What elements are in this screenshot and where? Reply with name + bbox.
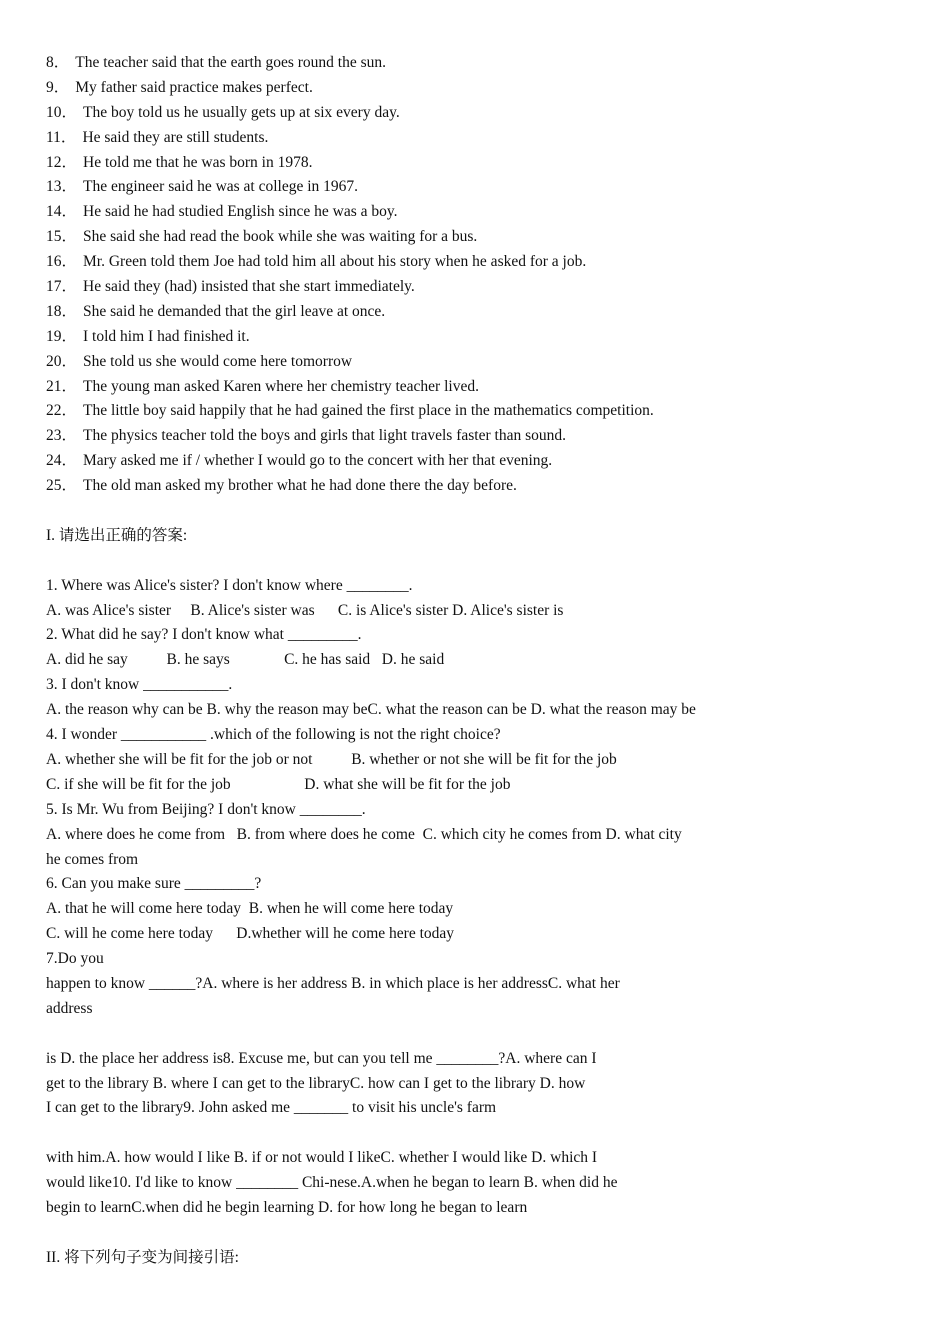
choice-questions — [46, 574, 906, 1221]
item-number: 16． — [46, 253, 78, 271]
options-line: he comes from — [46, 850, 139, 868]
item-number: 25． — [46, 477, 78, 495]
list-item — [46, 399, 906, 424]
list-item — [46, 51, 906, 76]
options-line: C. will he come here today D.whether will he come here today — [46, 925, 455, 943]
list-item — [46, 474, 906, 499]
item-number: 22． — [46, 402, 78, 420]
item-number: 10． — [46, 103, 78, 121]
question-line: 7.Do you — [46, 950, 104, 968]
item-number: 8． — [46, 54, 70, 71]
section-heading: II. 将下列句子变为间接引语: — [46, 1248, 239, 1266]
item-number: 15． — [46, 228, 78, 246]
item-number: 11． — [46, 128, 77, 146]
item-text: The engineer said he was at college in 1967. — [83, 178, 359, 196]
item-number: 20． — [46, 352, 78, 370]
item-text: My father said practice makes perfect. — [75, 78, 313, 96]
item-number: 19． — [46, 327, 78, 345]
item-text: He said he had studied English since he was a boy. — [83, 203, 398, 221]
list-item — [46, 275, 906, 300]
item-number: 9． — [46, 78, 70, 96]
spacer — [46, 1221, 906, 1246]
question-line: 1. Where was Alice's sister? I don't know where ________. — [46, 576, 413, 594]
item-text: The young man asked Karen where her chemistry teacher lived. — [83, 377, 479, 395]
options-line: happen to know ______?A. where is her address B. in which place is her addressC. what her — [46, 974, 620, 992]
item-text: She told us she would come here tomorrow — [83, 352, 353, 370]
question-line: 4. I wonder ___________ .which of the following is not the right choice? — [46, 726, 501, 744]
list-item — [46, 325, 906, 350]
options-line: C. if she will be fit for the job D. what she will be fit for the job — [46, 775, 511, 793]
item-text: The old man asked my brother what he had done there the day before. — [83, 477, 517, 495]
options-line: get to the library B. where I can get to the libraryC. how can I get to the library D. how — [46, 1074, 586, 1092]
item-text: I told him I had finished it. — [83, 327, 250, 345]
list-item — [46, 375, 906, 400]
options-line: A. did he say B. he says C. he has said D. he said — [46, 651, 445, 669]
item-number: 18． — [46, 302, 78, 320]
question-line: 3. I don't know ___________. — [46, 676, 233, 694]
options-line: A. whether she will be fit for the job or not B. whether or not she will be fit for the job — [46, 750, 617, 768]
item-text: He said they (had) insisted that she start immediately. — [83, 278, 415, 296]
spacer — [46, 1022, 906, 1047]
options-line: A. was Alice's sister B. Alice's sister was C. is Alice's sister D. Alice's sister is — [46, 601, 564, 619]
list-item — [46, 200, 906, 225]
item-text: Mary asked me if / whether I would go to the concert with her that evening. — [83, 452, 553, 470]
item-text: The teacher said that the earth goes round the sun. — [75, 54, 387, 71]
item-text: The physics teacher told the boys and girls that light travels faster than sound. — [83, 427, 566, 445]
spacer — [46, 549, 906, 574]
item-number: 14． — [46, 203, 78, 221]
list-item — [46, 151, 906, 176]
item-text: She said she had read the book while she was waiting for a bus. — [83, 228, 478, 246]
options-line: is D. the place her address is8. Excuse me, but can you tell me ________?A. where can I — [46, 1049, 597, 1067]
options-line: address — [46, 999, 93, 1017]
question-line: 2. What did he say? I don't know what _________. — [46, 626, 362, 644]
list-item — [46, 449, 906, 474]
section-heading: I. 请选出正确的答案: — [46, 526, 188, 544]
options-line: with him.A. how would I like B. if or not would I likeC. whether I would like D. which I — [46, 1149, 598, 1167]
item-number: 23． — [46, 427, 78, 445]
document-page — [46, 51, 906, 1271]
question-line: 5. Is Mr. Wu from Beijing? I don't know ________. — [46, 800, 366, 818]
options-line: would like10. I'd like to know ________ Chi-nese.A.when he began to learn B. when did he — [46, 1174, 618, 1192]
item-number: 21． — [46, 377, 78, 395]
item-text: Mr. Green told them Joe had told him all about his story when he asked for a job. — [83, 253, 587, 271]
item-number: 24． — [46, 452, 78, 470]
list-item — [46, 424, 906, 449]
options-line: I can get to the library9. John asked me _______ to visit his uncle's farm — [46, 1099, 497, 1117]
item-number: 12． — [46, 153, 78, 171]
item-text: He told me that he was born in 1978. — [83, 153, 313, 171]
item-text: She said he demanded that the girl leave at once. — [83, 302, 386, 320]
list-item — [46, 126, 906, 151]
question-line: 6. Can you make sure _________? — [46, 875, 262, 893]
list-item — [46, 250, 906, 275]
list-item — [46, 76, 906, 101]
list-item — [46, 300, 906, 325]
item-number: 17． — [46, 278, 78, 296]
list-item — [46, 350, 906, 375]
spacer — [46, 499, 906, 524]
item-number: 13． — [46, 178, 78, 196]
list-item — [46, 175, 906, 200]
options-line: A. that he will come here today B. when he will come here today — [46, 900, 454, 918]
item-text: The boy told us he usually gets up at six every day. — [83, 103, 400, 121]
numbered-sentence-list — [46, 51, 906, 499]
options-line: A. the reason why can be B. why the reason may beC. what the reason can be D. what the reason may be — [46, 701, 696, 719]
item-text: The little boy said happily that he had gained the first place in the mathematics competition. — [83, 402, 654, 420]
spacer — [46, 1121, 906, 1146]
item-text: He said they are still students. — [82, 128, 269, 146]
list-item — [46, 225, 906, 250]
options-line: A. where does he come from B. from where does he come C. which city he comes from D. what city — [46, 825, 682, 843]
list-item — [46, 101, 906, 126]
options-line: begin to learnC.when did he begin learning D. for how long he began to learn — [46, 1198, 528, 1216]
